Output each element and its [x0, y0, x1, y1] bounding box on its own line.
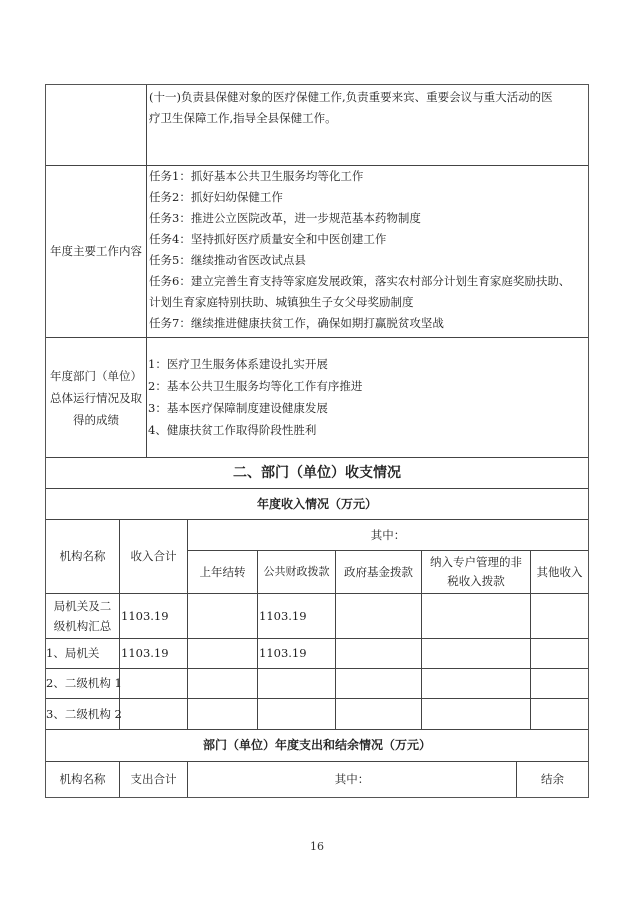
income-value: 1103.19 — [259, 646, 307, 661]
income-title — [46, 489, 588, 520]
income-subcol-public-finance — [258, 551, 336, 594]
achievement-item: 3：基本医疗保障制度建设健康发展 — [148, 401, 328, 415]
expense-col-total — [120, 762, 188, 797]
income-row-1-total — [120, 639, 188, 669]
org-name-line: 1、局机关 — [46, 646, 100, 661]
income-row-3-non-tax — [422, 699, 531, 730]
org-name-line: 3、二级机构 2 — [46, 706, 122, 721]
section-heading-text: 二、部门（单位）收支情况 — [233, 464, 401, 481]
report-table — [45, 84, 589, 798]
income-row-1-gov-fund — [336, 639, 422, 669]
expense-col-of-which — [188, 762, 517, 797]
income-col-total — [120, 520, 188, 594]
income-row-1-org — [46, 639, 120, 669]
achievement-item: 4、健康扶贫工作取得阶段性胜利 — [148, 423, 317, 437]
income-row-2-carryover — [188, 669, 258, 699]
task-item: 任务5：继续推动省医改试点县 — [149, 253, 306, 267]
income-subcol-gov-fund — [336, 551, 422, 594]
expense-col-balance-text: 结余 — [541, 772, 564, 787]
section-heading — [46, 458, 588, 489]
expense-col-total-text: 支出合计 — [130, 772, 177, 787]
task-item: 任务3：推进公立医院改革，进一步规范基本药物制度 — [149, 211, 421, 225]
income-row-1-non-tax — [422, 639, 531, 669]
expense-col-of-which-text: 其中： — [334, 772, 370, 787]
income-row-2-total — [120, 669, 188, 699]
achievements-label-cell — [46, 338, 147, 458]
income-row-0-carryover — [188, 594, 258, 639]
subcol-label: 政府基金拨款 — [344, 564, 413, 579]
income-col-total-text: 收入合计 — [130, 549, 177, 564]
income-row-3-gov-fund — [336, 699, 422, 730]
expense-title — [46, 730, 588, 762]
income-value: 1103.19 — [259, 608, 307, 623]
income-row-1-other — [531, 639, 588, 669]
task-item: 任务2：抓好妇幼保健工作 — [149, 190, 283, 204]
page-number: 16 — [310, 840, 324, 853]
task-item: 任务1：抓好基本公共卫生服务均等化工作 — [149, 169, 364, 183]
income-row-0-non-tax — [422, 594, 531, 639]
duties-line: (十一)负责县保健对象的医疗保健工作,负责重要来宾、重要会议与重大活动的医 — [149, 90, 553, 104]
subcol-label-line: 纳入专户管理的非 — [430, 555, 522, 569]
achievement-item: 2：基本公共卫生服务均等化工作有序推进 — [148, 379, 363, 393]
income-col-org-text: 机构名称 — [59, 549, 106, 564]
achievements-label-line: 年度部门（单位） — [50, 368, 142, 383]
income-subcol-other — [531, 551, 588, 594]
subcol-label: 上年结转 — [199, 564, 246, 579]
income-row-2-org — [46, 669, 120, 699]
achievements-label-line: 得的成绩 — [73, 412, 119, 427]
income-row-1-public-finance — [258, 639, 336, 669]
income-row-2-public-finance — [258, 669, 336, 699]
income-value: 1103.19 — [121, 646, 169, 661]
task-item: 计划生育家庭特别扶助、城镇独生子女父母奖励制度 — [149, 295, 414, 309]
org-name-line: 局机关及二 — [53, 599, 112, 613]
income-row-0-public-finance — [258, 594, 336, 639]
expense-title-text: 部门（单位）年度支出和结余情况（万元） — [202, 738, 431, 753]
duties-label-cell — [46, 85, 147, 166]
income-row-2-non-tax — [422, 669, 531, 699]
income-row-0-gov-fund — [336, 594, 422, 639]
annual-tasks-label-cell — [46, 166, 147, 338]
duties-line: 疗卫生保障工作,指导全县保健工作。 — [149, 110, 337, 125]
income-row-3-public-finance — [258, 699, 336, 730]
income-row-3-org — [46, 699, 120, 730]
income-row-3-other — [531, 699, 588, 730]
subcol-label-line: 税收入拨款 — [447, 574, 505, 588]
income-row-0-other — [531, 594, 588, 639]
income-title-text: 年度收入情况（万元） — [256, 496, 377, 511]
org-name-line: 级机构汇总 — [53, 619, 112, 633]
income-col-of-which — [188, 520, 588, 551]
income-row-1-carryover — [188, 639, 258, 669]
task-item: 任务4：坚持抓好医疗质量安全和中医创建工作 — [149, 232, 387, 246]
achievement-item: 1：医疗卫生服务体系建设扎实开展 — [148, 357, 328, 371]
expense-col-org-text: 机构名称 — [59, 772, 106, 787]
income-row-3-total — [120, 699, 188, 730]
income-value: 1103.19 — [121, 608, 169, 623]
annual-tasks-label: 年度主要工作内容 — [50, 244, 142, 259]
subcol-label: 公共财政拨款 — [263, 564, 330, 578]
task-item: 任务6：建立完善生育支持等家庭发展政策，落实农村部分计划生育家庭奖励扶助、 — [149, 274, 571, 288]
expense-col-balance — [517, 762, 588, 797]
income-row-2-gov-fund — [336, 669, 422, 699]
income-subcol-non-tax — [422, 551, 531, 594]
income-row-0-total — [120, 594, 188, 639]
income-row-0-org — [46, 594, 120, 639]
duties-text-cell — [147, 85, 588, 166]
income-row-2-other — [531, 669, 588, 699]
subcol-label: 其他收入 — [536, 564, 583, 579]
income-row-3-carryover — [188, 699, 258, 730]
annual-tasks-list — [147, 166, 588, 338]
income-col-org — [46, 520, 120, 594]
org-name-line: 2、二级机构 1 — [46, 676, 122, 691]
income-col-of-which-text: 其中： — [370, 527, 406, 542]
expense-col-org — [46, 762, 120, 797]
task-item: 任务7：继续推进健康扶贫工作，确保如期打赢脱贫攻坚战 — [149, 316, 444, 330]
income-subcol-carryover — [188, 551, 258, 594]
achievements-list — [147, 338, 588, 458]
achievements-label-line: 总体运行情况及取 — [50, 390, 142, 405]
